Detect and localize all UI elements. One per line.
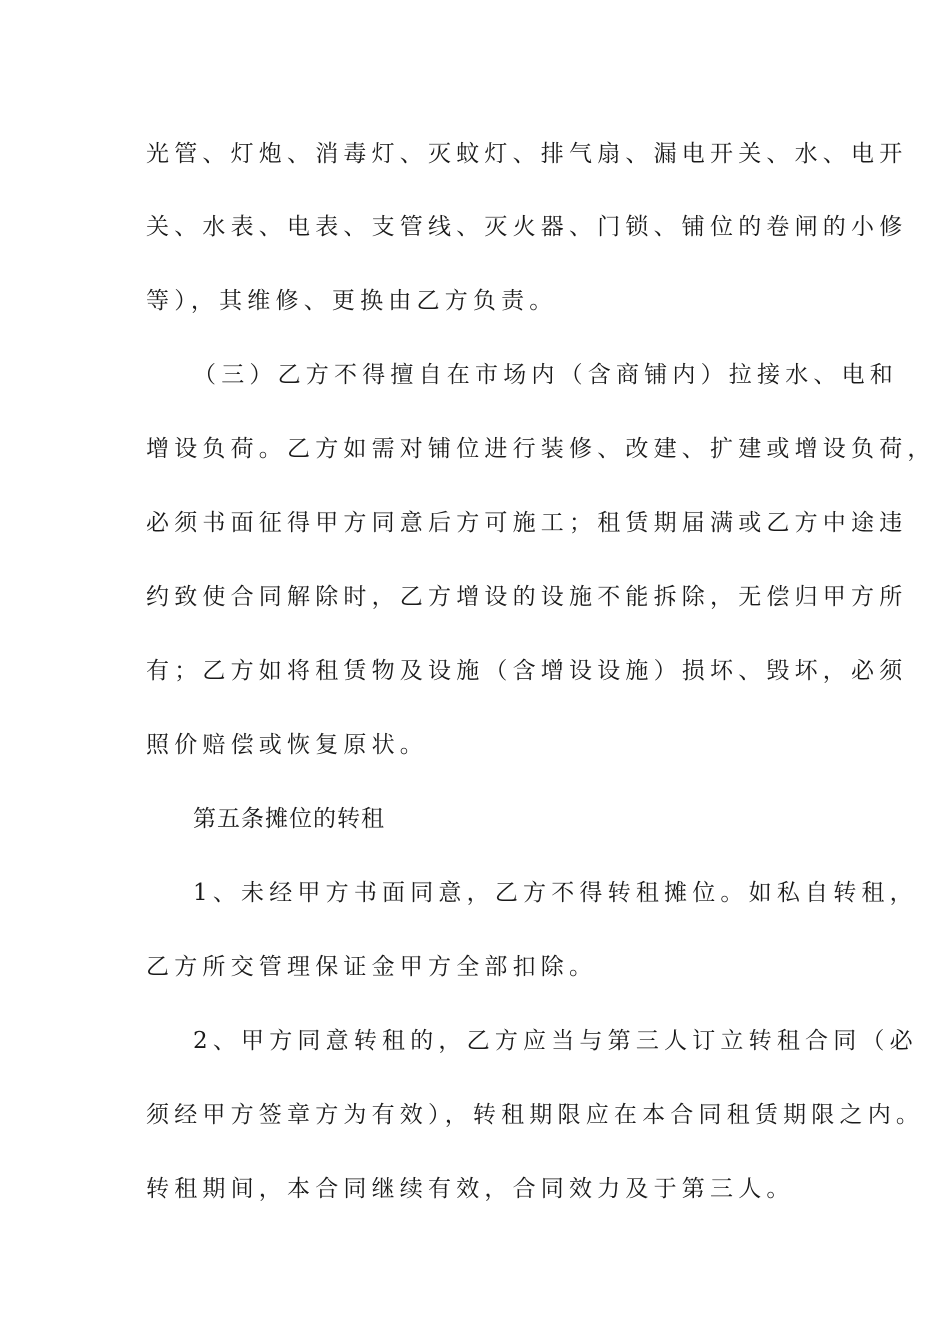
text-line: 须经甲方签章方为有效），转租期限应在本合同租赁期限之内。 (146, 1102, 925, 1128)
text-line: 必须书面征得甲方同意后方可施工；租赁期届满或乙方中途违 (146, 510, 908, 536)
text-line: 乙方所交管理保证金甲方全部扣除。 (146, 954, 598, 980)
text-line: 关、水表、电表、支管线、灭火器、门锁、铺位的卷闸的小修 (146, 214, 908, 240)
text-line: 约致使合同解除时，乙方增设的设施不能拆除，无偿归甲方所 (146, 584, 908, 610)
clause-two-start: 2、甲方同意转租的，乙方应当与第三人订立转租合同（必 (193, 1028, 918, 1054)
text-line: 光管、灯炮、消毒灯、灭蚊灯、排气扇、漏电开关、水、电开 (146, 141, 908, 167)
paragraph-three-start: （三）乙方不得擅自在市场内（含商铺内）拉接水、电和 (193, 362, 898, 388)
text-line: 等），其维修、更换由乙方负责。 (146, 288, 558, 314)
text-line: 有；乙方如将租赁物及设施（含增设设施）损坏、毁坏，必须 (146, 658, 908, 684)
text-line: 照价赔偿或恢复原状。 (146, 732, 428, 758)
text-line: 转租期间，本合同继续有效，合同效力及于第三人。 (146, 1176, 795, 1202)
clause-one-start: 1、未经甲方书面同意，乙方不得转租摊位。如私自转租， (193, 880, 918, 906)
article-five-heading: 第五条摊位的转租 (193, 806, 385, 832)
text-line: 增设负荷。乙方如需对铺位进行装修、改建、扩建或增设负荷， (146, 436, 936, 462)
